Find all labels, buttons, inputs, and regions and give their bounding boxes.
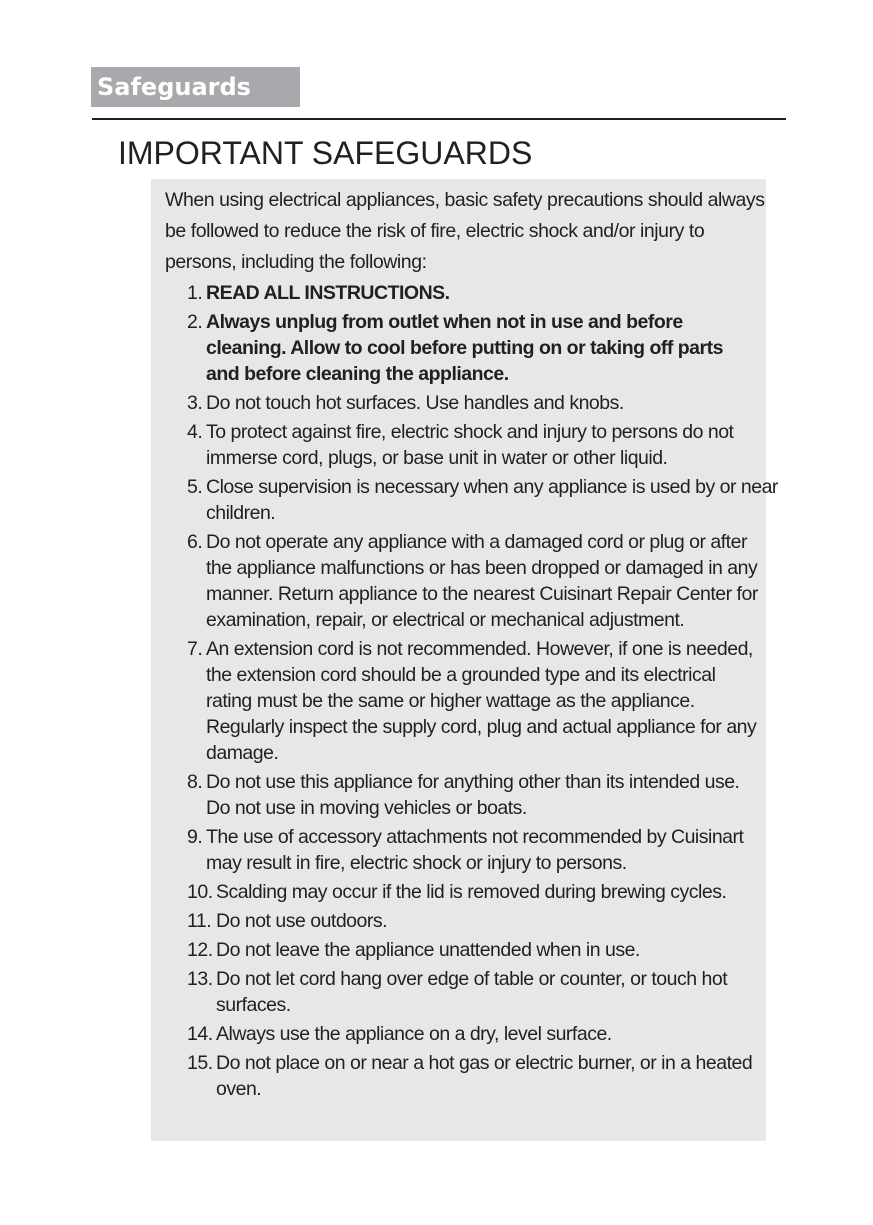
header-divider xyxy=(92,118,786,120)
item-number: 10. xyxy=(187,881,213,903)
intro-line: be followed to reduce the risk of fire, electric shock and/or injury to xyxy=(165,220,705,242)
item-number: 3. xyxy=(187,392,203,414)
item-number: 5. xyxy=(187,476,203,498)
item-number: 13. xyxy=(187,968,213,990)
item-number: 2. xyxy=(187,311,203,333)
item-text-line: To protect against fire, electric shock and injury to persons do not xyxy=(206,421,734,443)
item-number: 6. xyxy=(187,531,203,553)
list-item xyxy=(165,529,756,633)
item-text-line: immerse cord, plugs, or base unit in water or other liquid. xyxy=(206,447,668,469)
item-number: 9. xyxy=(187,826,203,848)
item-text-line: examination, repair, or electrical or mechanical adjustment. xyxy=(206,609,685,631)
item-text-line: Do not place on or near a hot gas or electric burner, or in a heated xyxy=(216,1052,753,1074)
item-text-line: Always use the appliance on a dry, level surface. xyxy=(216,1023,612,1045)
item-text-line: surfaces. xyxy=(216,994,291,1016)
list-item xyxy=(165,419,756,471)
item-number: 15. xyxy=(187,1052,213,1074)
item-text-line: READ ALL INSTRUCTIONS. xyxy=(206,282,450,304)
list-item xyxy=(165,1021,756,1047)
page-title: IMPORTANT SAFEGUARDS xyxy=(118,135,533,171)
list-item xyxy=(165,636,756,766)
intro-paragraph xyxy=(165,185,765,278)
list-item xyxy=(165,280,756,306)
item-number: 1. xyxy=(187,282,203,304)
item-number: 4. xyxy=(187,421,203,443)
item-text-line: Do not use this appliance for anything other than its intended use. xyxy=(206,771,740,793)
item-text-line: Do not let cord hang over edge of table or counter, or touch hot xyxy=(216,968,728,990)
list-item xyxy=(165,908,756,934)
list-item xyxy=(165,309,756,387)
list-item xyxy=(165,474,778,526)
item-text-line: manner. Return appliance to the nearest Cuisinart Repair Center for xyxy=(206,583,758,605)
item-number: 11. xyxy=(187,910,212,932)
item-text-line: The use of accessory attachments not recommended by Cuisinart xyxy=(206,826,744,848)
item-text-line: Do not operate any appliance with a damaged cord or plug or after xyxy=(206,531,747,553)
item-text-line: Always unplug from outlet when not in use and before xyxy=(206,311,683,333)
safeguards-list xyxy=(165,280,778,1102)
item-text-line: Do not use outdoors. xyxy=(216,910,388,932)
item-text-line: Do not touch hot surfaces. Use handles and knobs. xyxy=(206,392,624,414)
list-item xyxy=(165,769,756,821)
item-text-line: damage. xyxy=(206,742,279,764)
item-text-line: Scalding may occur if the lid is removed during brewing cycles. xyxy=(216,881,727,903)
item-number: 7. xyxy=(187,638,203,660)
list-item xyxy=(165,966,756,1018)
safeguards-panel xyxy=(151,179,778,1141)
section-tab: Safeguards xyxy=(91,67,300,107)
item-number: 14. xyxy=(187,1023,213,1045)
list-item xyxy=(165,824,756,876)
item-text-line: Regularly inspect the supply cord, plug and actual appliance for any xyxy=(206,716,757,738)
item-text-line: Do not leave the appliance unattended when in use. xyxy=(216,939,640,961)
item-text-line: children. xyxy=(206,502,276,524)
item-text-line: and before cleaning the appliance. xyxy=(206,363,509,385)
list-item xyxy=(165,1050,756,1102)
item-text-line: the extension cord should be a grounded type and its electrical xyxy=(206,664,716,686)
item-text-line: may result in fire, electric shock or injury to persons. xyxy=(206,852,627,874)
intro-line: persons, including the following: xyxy=(165,251,427,273)
item-text-line: cleaning. Allow to cool before putting on or taking off parts xyxy=(206,337,723,359)
item-text-line: the appliance malfunctions or has been dropped or damaged in any xyxy=(206,557,758,579)
item-text-line: oven. xyxy=(216,1078,262,1100)
item-number: 12. xyxy=(187,939,213,961)
item-text-line: rating must be the same or higher wattage as the appliance. xyxy=(206,690,695,712)
list-item xyxy=(165,390,756,416)
list-item xyxy=(165,937,756,963)
item-text-line: An extension cord is not recommended. However, if one is needed, xyxy=(206,638,753,660)
item-text-line: Close supervision is necessary when any appliance is used by or near xyxy=(206,476,778,498)
intro-line: When using electrical appliances, basic safety precautions should always xyxy=(165,189,765,211)
item-text-line: Do not use in moving vehicles or boats. xyxy=(206,797,527,819)
item-number: 8. xyxy=(187,771,203,793)
list-item xyxy=(165,879,756,905)
